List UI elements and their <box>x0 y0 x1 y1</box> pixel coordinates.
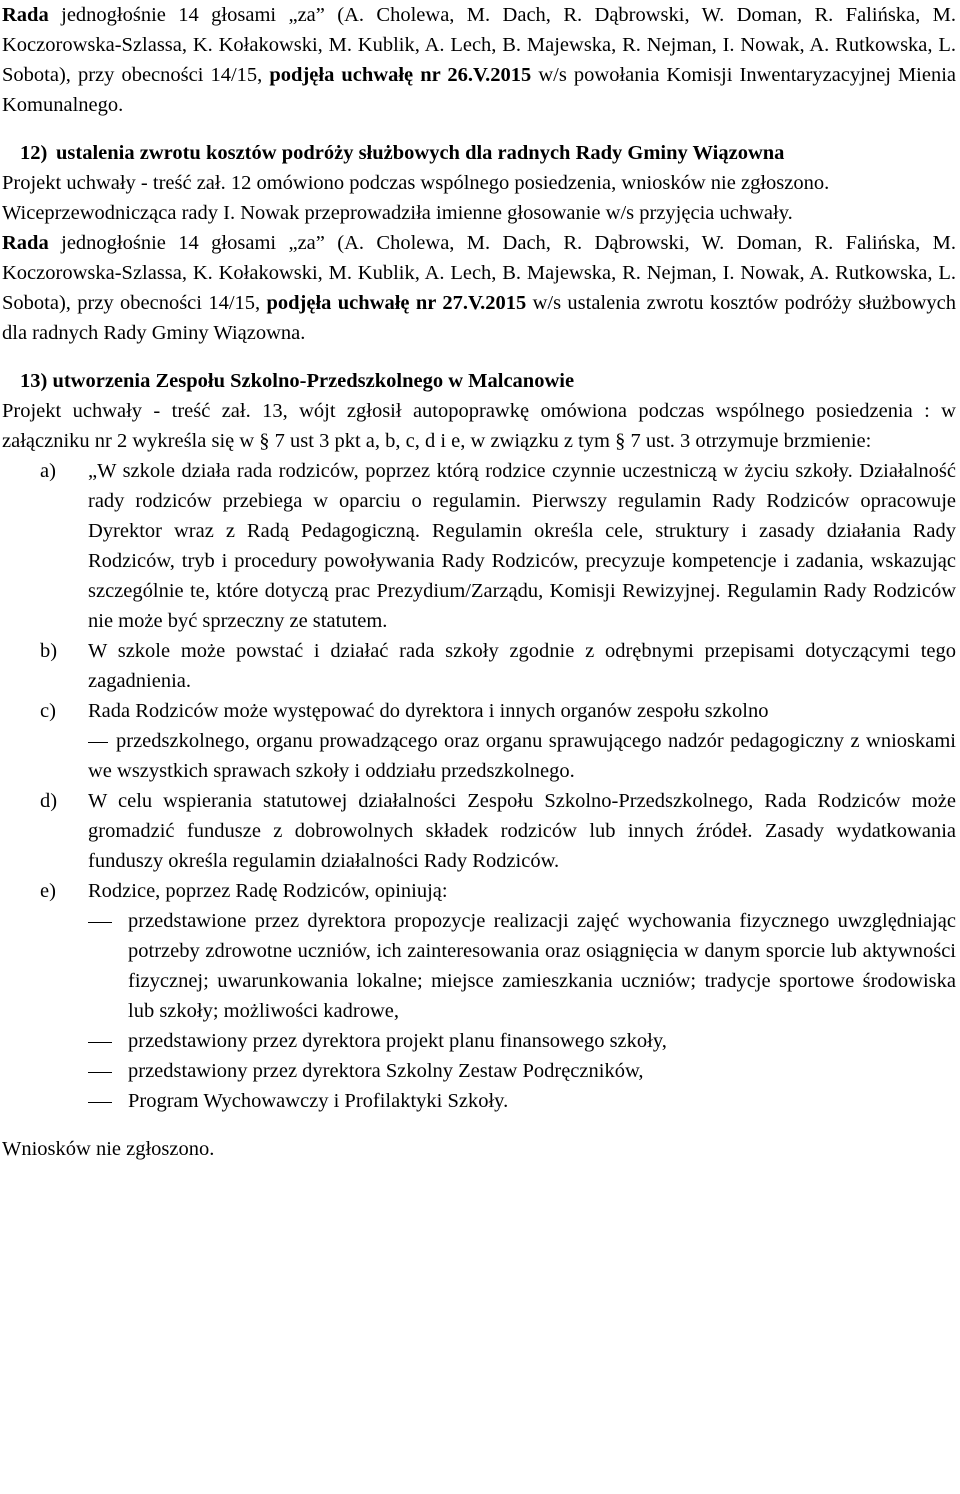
section-13-intro: Projekt uchwały - treść zał. 13, wójt zgłosił autopoprawkę omówiona podczas wspólnego posiedzenia : w załączniku nr 2 wykreśla się w § 7 ust 3 pkt a, b, c, d i e, w związku z tym § 7 ust. 3 otrzymuje brzmienie: <box>2 400 956 452</box>
dash-list-item <box>2 1056 956 1086</box>
list-label: c) <box>40 700 56 722</box>
section-13-heading <box>2 366 956 396</box>
dash-list-item <box>2 906 956 1026</box>
dash-icon <box>88 922 112 923</box>
dash-icon <box>88 742 108 743</box>
list-text-part-2: przedszkolnego, organu prowadzącego oraz organu sprawującego nadzór pedagogiczny z wnioskami we wszystkich sprawach szkoły i oddziału przedszkolnego. <box>88 730 956 782</box>
list-label: a) <box>40 460 56 482</box>
dash-icon <box>88 1072 112 1073</box>
vote-text: jednogłośnie 14 głosami „za” (A. Cholewa, M. Dach, R. Dąbrowski, W. Doman, R. Falińska, M. Koczorowska-Szlassa, K. Kołakowski, M. Kublik, A. Lech, B. Majewska, R. Nejman, I. Nowak, A. Rutkowska, L. Sobota), przy obecności 14/15, <box>2 4 957 86</box>
dash-list-item <box>2 1086 956 1116</box>
rada-label: Rada <box>2 4 49 26</box>
resolution-subject: w/s powołania Komisji Inwentaryzacyjnej Mienia Komunalnego. <box>2 64 957 116</box>
section-12-draft-text: Projekt uchwały - treść zał. 12 omówiono podczas wspólnego posiedzenia, wniosków nie zgłoszono. <box>2 172 830 194</box>
resolution-number: podjęła uchwałę nr 26.V.2015 <box>269 64 532 86</box>
section-12-vote-intro: Wiceprzewodnicząca rady I. Nowak przeprowadziła imienne głosowanie w/s przyjęcia uchwały. <box>2 202 793 224</box>
resolution-subject: w/s ustalenia zwrotu kosztów podróży służbowych dla radnych Rady Gminy Wiązowna. <box>2 292 956 344</box>
dash-icon <box>88 1042 112 1043</box>
list-text: Rodzice, poprzez Radę Rodziców, opiniują: <box>88 880 448 902</box>
list-text <box>88 696 956 786</box>
list-item-d <box>2 786 956 876</box>
list-text: W szkole może powstać i działać rada szkoły zgodnie z odrębnymi przepisami dotyczącymi tego zagadnienia. <box>88 640 956 692</box>
resolution-number: podjęła uchwałę nr 27.V.2015 <box>266 292 527 314</box>
list-text-part-1: Rada Rodziców może występować do dyrektora i innych organów zespołu szkolno <box>88 700 769 722</box>
list-item-e <box>2 876 956 906</box>
section-13-number: 13) <box>20 370 48 392</box>
list-item-a <box>2 456 956 636</box>
dash-text: przedstawiony przez dyrektora Szkolny Zestaw Podręczników, <box>128 1060 644 1082</box>
vote-paragraph-27 <box>2 228 956 348</box>
list-text: W celu wspierania statutowej działalności Zespołu Szkolno-Przedszkolnego, Rada Rodziców może gromadzić fundusze z dobrowolnych składek rodziców lub innych źródeł. Zasady wydatkowania funduszy określa regulamin działalności Rady Rodziców. <box>88 790 956 872</box>
rada-label: Rada <box>2 232 49 254</box>
vote-paragraph-26 <box>2 0 956 120</box>
dash-text: przedstawiony przez dyrektora projekt planu finansowego szkoły, <box>128 1030 667 1052</box>
dash-text: Program Wychowawczy i Profilaktyki Szkoły. <box>128 1090 509 1112</box>
list-label: d) <box>40 790 58 812</box>
list-label: b) <box>40 640 58 662</box>
closing-note: Wniosków nie zgłoszono. <box>2 1138 215 1160</box>
vote-text: jednogłośnie 14 głosami „za” (A. Cholewa, M. Dach, R. Dąbrowski, W. Doman, R. Falińska, M. Koczorowska-Szlassa, K. Kołakowski, M. Kublik, A. Lech, B. Majewska, R. Nejman, I. Nowak, A. Rutkowska, L. Sobota), przy obecności 14/15, <box>2 232 957 314</box>
dash-text: przedstawione przez dyrektora propozycje realizacji zajęć wychowania fizycznego uwzględniając potrzeby zdrowotne uczniów, ich zainteresowania oraz osiągnięcia w danym sporcie lub aktywności fizycznej; uwarunkowania lokalne; miejsce zamieszkania uczniów; tradycje sportowe środowiska lub szkoły; możliwości kadrowe, <box>128 910 956 1022</box>
section-12-heading <box>2 138 956 168</box>
list-item-b <box>2 636 956 696</box>
list-item-c <box>2 696 956 786</box>
section-13-title: utworzenia Zespołu Szkolno-Przedszkolnego w Malcanowie <box>52 370 575 392</box>
dash-list-item <box>2 1026 956 1056</box>
list-text: „W szkole działa rada rodziców, poprzez którą rodzice czynnie uczestniczą w życiu szkoły. Działalność rady rodziców przebiega w oparciu o regulamin. Pierwszy regulamin Rady Rodziców opracowuje Dyrektor wraz z Radą Pedagogiczną. Regulamin określa cele, struktury i zasady działania Rady Rodziców, tryb i procedury powoływania Rady Rodziców, precyzuje kompetencje i zadania, wskazując szczególnie te, które dotyczą prac Prezydium/Zarządu, Komisji Rewizyjnej. Regulamin Rady Rodziców nie może być sprzeczny ze statutem. <box>88 460 956 632</box>
section-12-title: ustalenia zwrotu kosztów podróży służbowych dla radnych Rady Gminy Wiązowna <box>56 142 785 164</box>
section-12-number: 12) <box>20 142 48 164</box>
list-label: e) <box>40 880 56 902</box>
dash-icon <box>88 1102 112 1103</box>
